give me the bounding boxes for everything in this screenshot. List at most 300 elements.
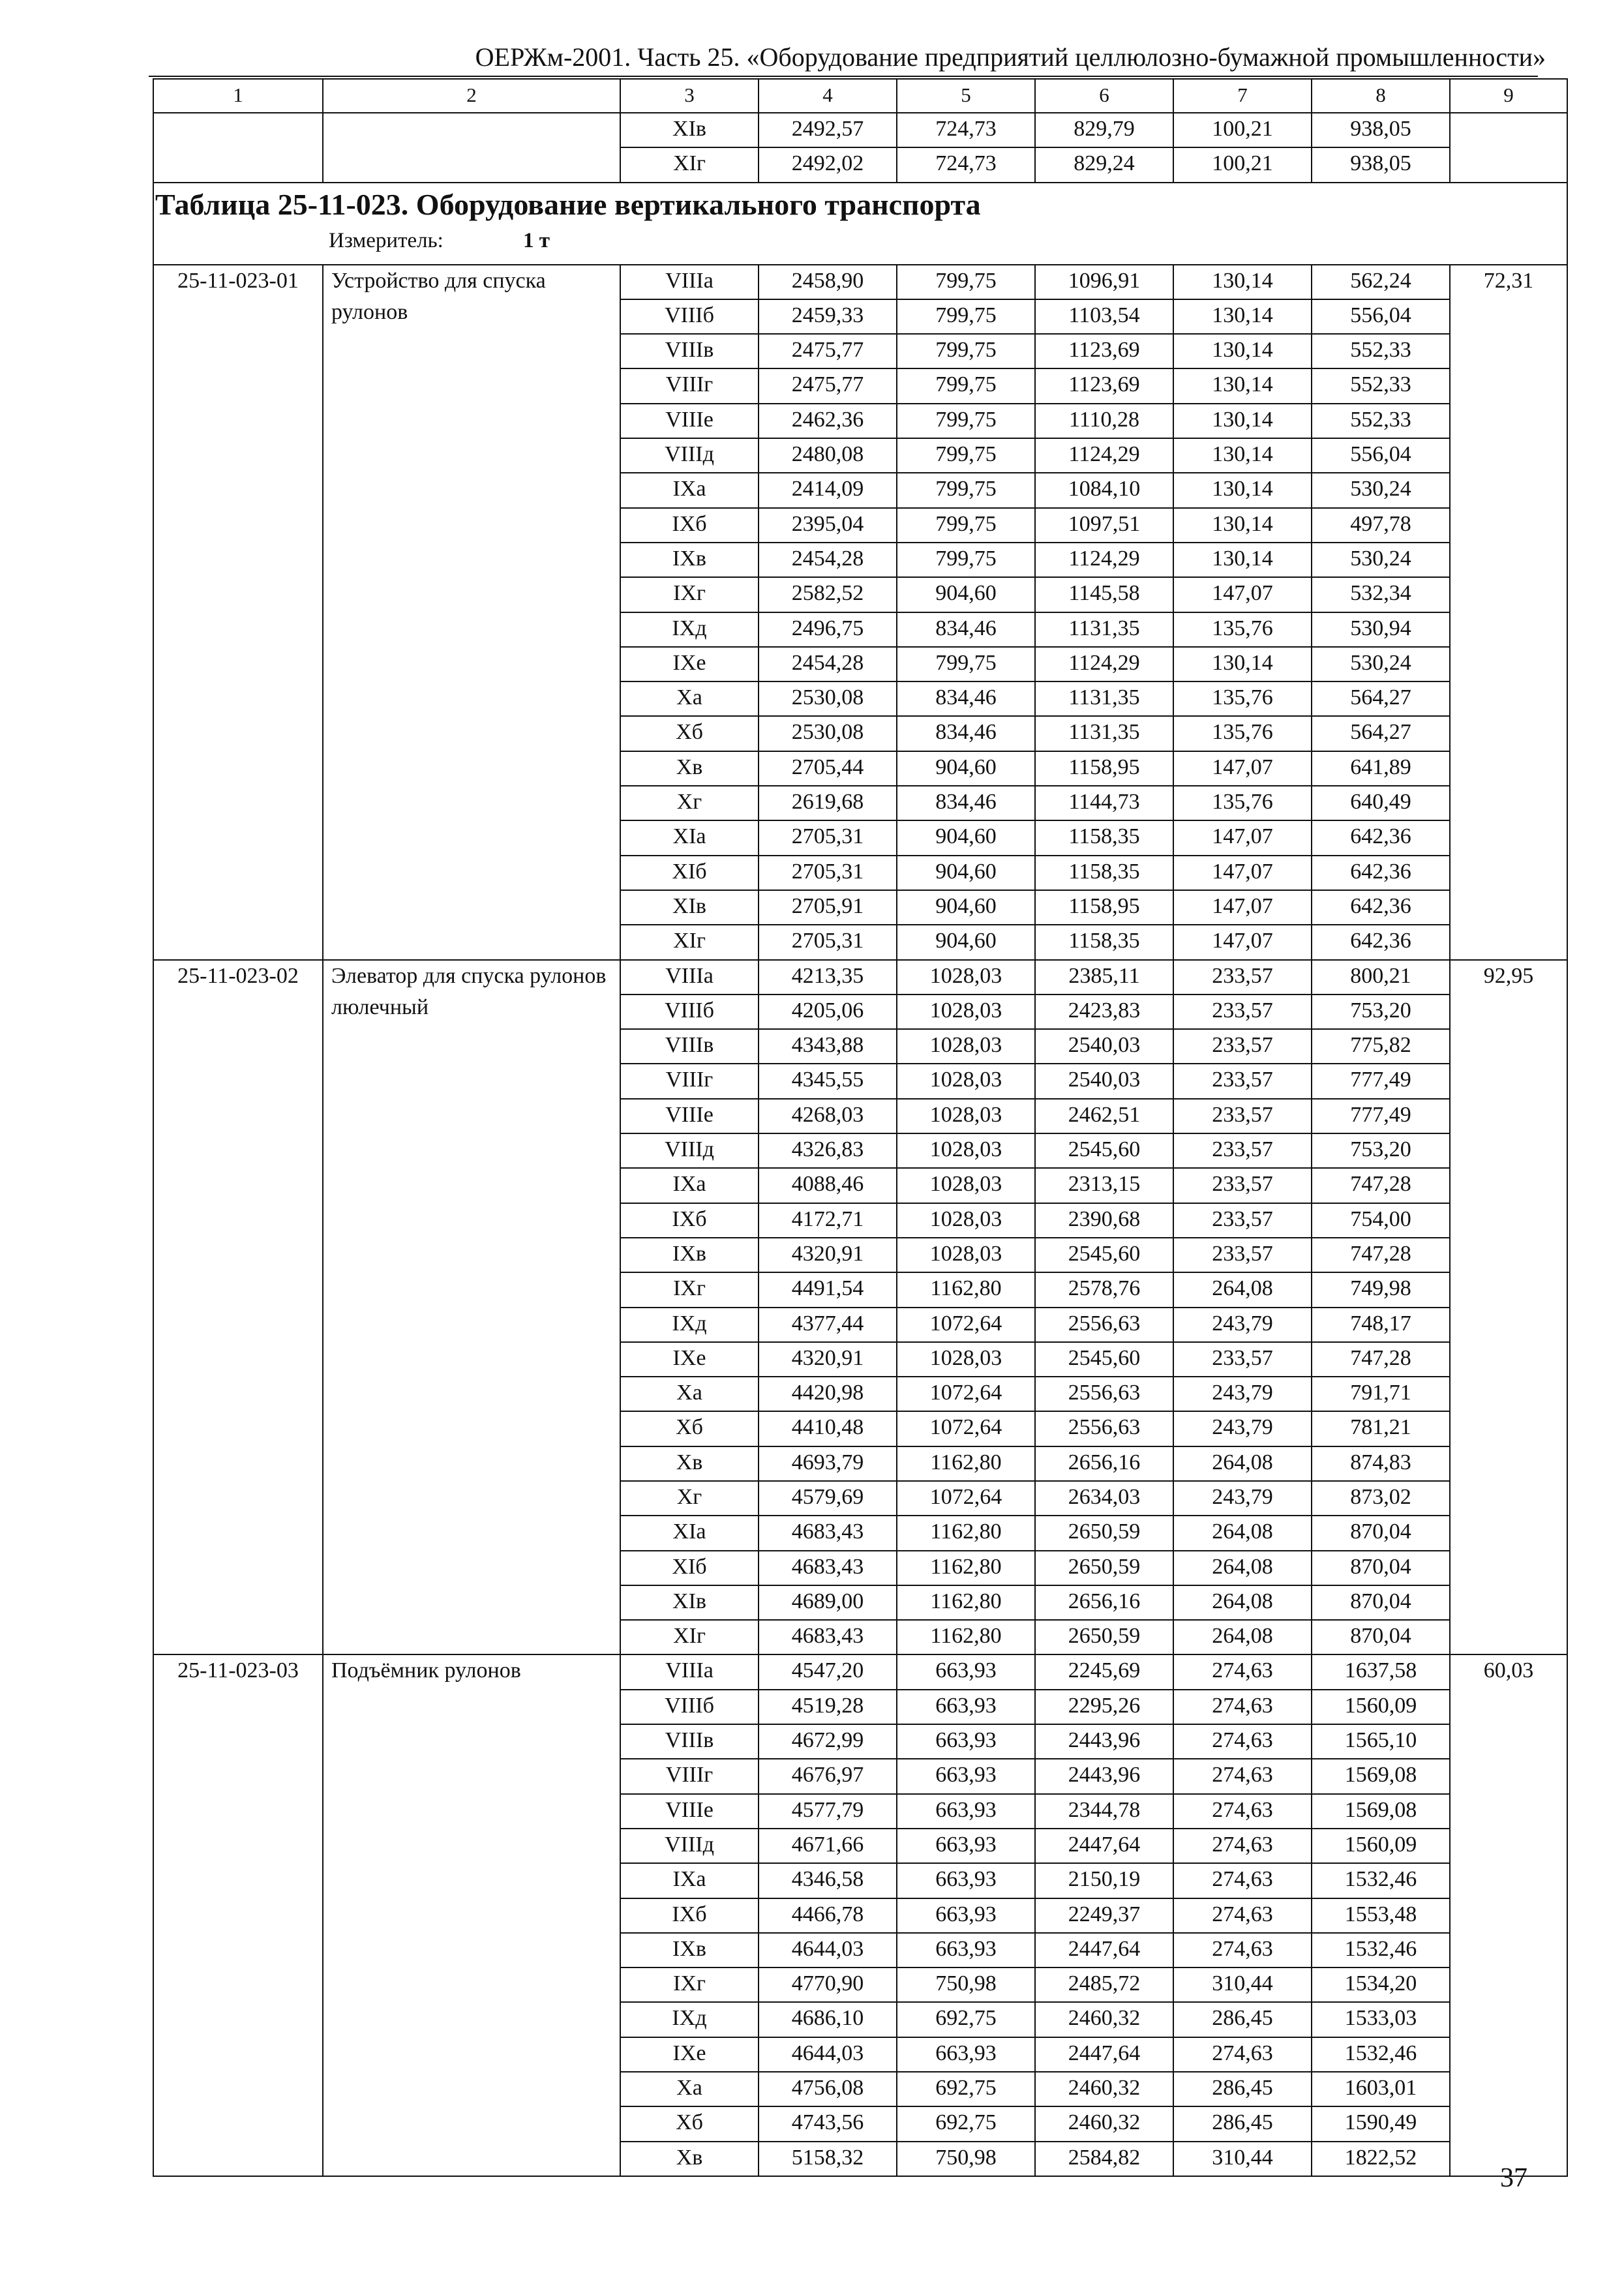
machinist-wages: 130,14 <box>1173 473 1312 507</box>
total-cost: 4320,91 <box>759 1238 897 1272</box>
wages: 1028,03 <box>897 1168 1035 1203</box>
materials-cost: 1569,08 <box>1312 1794 1450 1829</box>
region-zone: VIIIв <box>620 1724 759 1759</box>
region-zone: VIIIд <box>620 1133 759 1168</box>
wages: 663,93 <box>897 1759 1035 1793</box>
materials-cost: 1569,08 <box>1312 1759 1450 1793</box>
region-zone: VIIIа <box>620 265 759 299</box>
region-zone: XIг <box>620 147 759 182</box>
column-number: 7 <box>1173 79 1312 113</box>
column-number: 1 <box>153 79 323 113</box>
materials-cost: 938,05 <box>1312 113 1450 147</box>
wages: 904,60 <box>897 856 1035 890</box>
region-zone: Xа <box>620 681 759 716</box>
materials-cost: 532,34 <box>1312 577 1450 612</box>
machine-cost: 2650,59 <box>1035 1551 1173 1585</box>
materials-cost: 552,33 <box>1312 368 1450 403</box>
region-zone: Xа <box>620 1377 759 1411</box>
materials-cost: 562,24 <box>1312 265 1450 299</box>
wages: 1162,80 <box>897 1516 1035 1550</box>
machinist-wages: 243,79 <box>1173 1377 1312 1411</box>
total-cost: 4547,20 <box>759 1654 897 1689</box>
region-zone: VIIIг <box>620 1759 759 1793</box>
region-zone: IXв <box>620 1238 759 1272</box>
region-zone: IXг <box>620 1967 759 2002</box>
machine-cost: 2423,83 <box>1035 995 1173 1029</box>
machine-cost: 2650,59 <box>1035 1516 1173 1550</box>
total-cost: 2619,68 <box>759 786 897 820</box>
machinist-wages: 147,07 <box>1173 856 1312 890</box>
wages: 1028,03 <box>897 1238 1035 1272</box>
materials-cost: 1822,52 <box>1312 2142 1450 2176</box>
machinist-wages: 264,08 <box>1173 1446 1312 1481</box>
total-cost: 2492,57 <box>759 113 897 147</box>
column-number: 5 <box>897 79 1035 113</box>
labor-cost: 60,03 <box>1450 1654 1567 2176</box>
wages: 692,75 <box>897 2072 1035 2106</box>
materials-cost: 1590,49 <box>1312 2106 1450 2141</box>
region-zone: XIб <box>620 1551 759 1585</box>
table-title-cell <box>153 183 1567 265</box>
region-zone: XIв <box>620 890 759 925</box>
materials-cost: 749,98 <box>1312 1272 1450 1307</box>
machinist-wages: 243,79 <box>1173 1481 1312 1516</box>
machinist-wages: 274,63 <box>1173 1690 1312 1724</box>
machine-cost: 2556,63 <box>1035 1377 1173 1411</box>
materials-cost: 530,94 <box>1312 612 1450 647</box>
machine-cost: 2634,03 <box>1035 1481 1173 1516</box>
total-cost: 4577,79 <box>759 1794 897 1829</box>
materials-cost: 747,28 <box>1312 1342 1450 1377</box>
materials-cost: 1532,46 <box>1312 1933 1450 1967</box>
machine-cost: 2295,26 <box>1035 1690 1173 1724</box>
machinist-wages: 274,63 <box>1173 1724 1312 1759</box>
column-number: 4 <box>759 79 897 113</box>
materials-cost: 564,27 <box>1312 716 1450 751</box>
total-cost: 4491,54 <box>759 1272 897 1307</box>
total-cost: 2530,08 <box>759 716 897 751</box>
materials-cost: 640,49 <box>1312 786 1450 820</box>
wages: 1162,80 <box>897 1446 1035 1481</box>
total-cost: 2705,44 <box>759 751 897 786</box>
region-zone: IXд <box>620 2002 759 2037</box>
total-cost: 2454,28 <box>759 543 897 577</box>
wages: 750,98 <box>897 2142 1035 2176</box>
total-cost: 2496,75 <box>759 612 897 647</box>
materials-cost: 1565,10 <box>1312 1724 1450 1759</box>
wages: 724,73 <box>897 113 1035 147</box>
wages: 904,60 <box>897 890 1035 925</box>
machinist-wages: 274,63 <box>1173 1654 1312 1689</box>
region-zone: VIIIв <box>620 1029 759 1064</box>
machine-cost: 2656,16 <box>1035 1585 1173 1620</box>
region-zone: Xв <box>620 1446 759 1481</box>
materials-cost: 1532,46 <box>1312 1863 1450 1898</box>
table-row <box>153 265 1567 299</box>
total-cost: 2475,77 <box>759 334 897 368</box>
machinist-wages: 233,57 <box>1173 1342 1312 1377</box>
region-zone: IXа <box>620 1168 759 1203</box>
machinist-wages: 130,14 <box>1173 543 1312 577</box>
wages: 834,46 <box>897 786 1035 820</box>
materials-cost: 777,49 <box>1312 1099 1450 1133</box>
total-cost: 2454,28 <box>759 647 897 681</box>
wages: 799,75 <box>897 438 1035 473</box>
materials-cost: 800,21 <box>1312 960 1450 995</box>
materials-cost: 753,20 <box>1312 1133 1450 1168</box>
total-cost: 4320,91 <box>759 1342 897 1377</box>
machine-cost: 2245,69 <box>1035 1654 1173 1689</box>
machinist-wages: 264,08 <box>1173 1551 1312 1585</box>
machinist-wages: 130,14 <box>1173 404 1312 438</box>
machinist-wages: 233,57 <box>1173 1238 1312 1272</box>
machine-cost: 2656,16 <box>1035 1446 1173 1481</box>
total-cost: 4268,03 <box>759 1099 897 1133</box>
machine-cost: 1131,35 <box>1035 612 1173 647</box>
header-rule <box>149 76 1538 77</box>
region-zone: IXг <box>620 577 759 612</box>
total-cost: 2458,90 <box>759 265 897 299</box>
machinist-wages: 147,07 <box>1173 751 1312 786</box>
wages: 799,75 <box>897 473 1035 507</box>
machine-cost: 1084,10 <box>1035 473 1173 507</box>
column-number: 3 <box>620 79 759 113</box>
price-table <box>153 78 1568 2177</box>
machine-cost: 2460,32 <box>1035 2002 1173 2037</box>
item-code: 25-11-023-02 <box>153 960 323 1655</box>
wages: 724,73 <box>897 147 1035 182</box>
wages: 904,60 <box>897 577 1035 612</box>
table-title-block <box>154 183 1567 264</box>
labor-cost: 92,95 <box>1450 960 1567 1655</box>
machinist-wages: 233,57 <box>1173 995 1312 1029</box>
materials-cost: 1560,09 <box>1312 1690 1450 1724</box>
machine-cost: 2540,03 <box>1035 1029 1173 1064</box>
region-zone: IXа <box>620 1863 759 1898</box>
region-zone: XIв <box>620 1585 759 1620</box>
materials-cost: 1532,46 <box>1312 2037 1450 2072</box>
price-table-body <box>153 79 1567 2176</box>
region-zone: Xг <box>620 786 759 820</box>
wages: 834,46 <box>897 716 1035 751</box>
wages: 663,93 <box>897 1794 1035 1829</box>
materials-cost: 870,04 <box>1312 1585 1450 1620</box>
machinist-wages: 264,08 <box>1173 1516 1312 1550</box>
total-cost: 4770,90 <box>759 1967 897 2002</box>
materials-cost: 641,89 <box>1312 751 1450 786</box>
materials-cost: 556,04 <box>1312 299 1450 334</box>
wages: 1162,80 <box>897 1551 1035 1585</box>
materials-cost: 552,33 <box>1312 334 1450 368</box>
column-number-row <box>153 79 1567 113</box>
machine-cost: 2545,60 <box>1035 1342 1173 1377</box>
wages: 904,60 <box>897 925 1035 959</box>
machine-cost: 2447,64 <box>1035 1933 1173 1967</box>
machine-cost: 2344,78 <box>1035 1794 1173 1829</box>
machine-cost: 1158,95 <box>1035 890 1173 925</box>
wages: 1028,03 <box>897 1203 1035 1238</box>
materials-cost: 564,27 <box>1312 681 1450 716</box>
total-cost: 4420,98 <box>759 1377 897 1411</box>
machinist-wages: 274,63 <box>1173 2037 1312 2072</box>
table-row <box>153 960 1567 995</box>
machinist-wages: 264,08 <box>1173 1620 1312 1654</box>
total-cost: 4377,44 <box>759 1308 897 1342</box>
machinist-wages: 147,07 <box>1173 577 1312 612</box>
machinist-wages: 147,07 <box>1173 820 1312 855</box>
region-zone: IXд <box>620 612 759 647</box>
materials-cost: 874,83 <box>1312 1446 1450 1481</box>
machinist-wages: 233,57 <box>1173 1099 1312 1133</box>
machine-cost: 2150,19 <box>1035 1863 1173 1898</box>
machine-cost: 2385,11 <box>1035 960 1173 995</box>
machine-cost: 2545,60 <box>1035 1238 1173 1272</box>
wages: 1072,64 <box>897 1308 1035 1342</box>
region-zone: VIIIб <box>620 299 759 334</box>
wages: 663,93 <box>897 1829 1035 1863</box>
machinist-wages: 274,63 <box>1173 1898 1312 1933</box>
region-zone: VIIIа <box>620 960 759 995</box>
total-cost: 4172,71 <box>759 1203 897 1238</box>
machinist-wages: 274,63 <box>1173 1933 1312 1967</box>
region-zone: VIIIг <box>620 368 759 403</box>
machine-cost: 1158,35 <box>1035 856 1173 890</box>
machinist-wages: 130,14 <box>1173 265 1312 299</box>
machine-cost: 1103,54 <box>1035 299 1173 334</box>
wages: 834,46 <box>897 681 1035 716</box>
materials-cost: 791,71 <box>1312 1377 1450 1411</box>
machine-cost: 1124,29 <box>1035 438 1173 473</box>
wages: 1072,64 <box>897 1481 1035 1516</box>
machinist-wages: 264,08 <box>1173 1272 1312 1307</box>
machinist-wages: 233,57 <box>1173 960 1312 995</box>
total-cost: 4683,43 <box>759 1516 897 1550</box>
wages: 1162,80 <box>897 1620 1035 1654</box>
wages: 799,75 <box>897 508 1035 543</box>
machinist-wages: 130,14 <box>1173 368 1312 403</box>
unit-label: Измеритель: <box>329 228 444 252</box>
region-zone: XIа <box>620 820 759 855</box>
machine-cost: 1096,91 <box>1035 265 1173 299</box>
wages: 692,75 <box>897 2106 1035 2141</box>
total-cost: 4410,48 <box>759 1411 897 1446</box>
wages: 1028,03 <box>897 1342 1035 1377</box>
labor-cost: 72,31 <box>1450 265 1567 960</box>
materials-cost: 1560,09 <box>1312 1829 1450 1863</box>
region-zone: VIIIд <box>620 1829 759 1863</box>
machine-cost: 1131,35 <box>1035 681 1173 716</box>
machinist-wages: 233,57 <box>1173 1203 1312 1238</box>
machine-cost: 1123,69 <box>1035 368 1173 403</box>
region-zone: VIIIе <box>620 404 759 438</box>
total-cost: 4346,58 <box>759 1863 897 1898</box>
materials-cost: 747,28 <box>1312 1238 1450 1272</box>
total-cost: 2395,04 <box>759 508 897 543</box>
total-cost: 4756,08 <box>759 2072 897 2106</box>
total-cost: 4519,28 <box>759 1690 897 1724</box>
total-cost: 4343,88 <box>759 1029 897 1064</box>
machinist-wages: 274,63 <box>1173 1794 1312 1829</box>
materials-cost: 870,04 <box>1312 1551 1450 1585</box>
total-cost: 4644,03 <box>759 1933 897 1967</box>
wages: 663,93 <box>897 2037 1035 2072</box>
machinist-wages: 274,63 <box>1173 1829 1312 1863</box>
item-code: 25-11-023-03 <box>153 1654 323 2176</box>
wages: 799,75 <box>897 334 1035 368</box>
region-zone: IXд <box>620 1308 759 1342</box>
machinist-wages: 135,76 <box>1173 612 1312 647</box>
machinist-wages: 310,44 <box>1173 1967 1312 2002</box>
machine-cost: 1158,35 <box>1035 925 1173 959</box>
total-cost: 2492,02 <box>759 147 897 182</box>
table-title-row <box>153 183 1567 265</box>
total-cost: 2459,33 <box>759 299 897 334</box>
materials-cost: 642,36 <box>1312 890 1450 925</box>
total-cost: 5158,32 <box>759 2142 897 2176</box>
item-name: Устройство для спуска рулонов <box>323 265 620 960</box>
wages: 1028,03 <box>897 1029 1035 1064</box>
region-zone: IXе <box>620 647 759 681</box>
machine-cost: 1124,29 <box>1035 543 1173 577</box>
wages: 1028,03 <box>897 995 1035 1029</box>
machine-cost: 2460,32 <box>1035 2106 1173 2141</box>
wages: 663,93 <box>897 1724 1035 1759</box>
machine-cost: 829,79 <box>1035 113 1173 147</box>
total-cost: 2582,52 <box>759 577 897 612</box>
materials-cost: 1553,48 <box>1312 1898 1450 1933</box>
region-zone: Xб <box>620 716 759 751</box>
total-cost: 4693,79 <box>759 1446 897 1481</box>
region-zone: VIIIб <box>620 995 759 1029</box>
machine-cost: 2545,60 <box>1035 1133 1173 1168</box>
region-zone: XIг <box>620 1620 759 1654</box>
machinist-wages: 233,57 <box>1173 1064 1312 1098</box>
region-zone: VIIIв <box>620 334 759 368</box>
wages: 799,75 <box>897 404 1035 438</box>
region-zone: IXе <box>620 2037 759 2072</box>
materials-cost: 870,04 <box>1312 1516 1450 1550</box>
total-cost: 2475,77 <box>759 368 897 403</box>
wages: 663,93 <box>897 1898 1035 1933</box>
machine-cost: 2556,63 <box>1035 1308 1173 1342</box>
column-number: 6 <box>1035 79 1173 113</box>
total-cost: 4683,43 <box>759 1620 897 1654</box>
materials-cost: 642,36 <box>1312 820 1450 855</box>
wages: 663,93 <box>897 1654 1035 1689</box>
machine-cost: 1145,58 <box>1035 577 1173 612</box>
wages: 1028,03 <box>897 1133 1035 1168</box>
machine-cost: 2460,32 <box>1035 2072 1173 2106</box>
region-zone: XIг <box>620 925 759 959</box>
total-cost: 2530,08 <box>759 681 897 716</box>
materials-cost: 873,02 <box>1312 1481 1450 1516</box>
machinist-wages: 243,79 <box>1173 1308 1312 1342</box>
materials-cost: 642,36 <box>1312 925 1450 959</box>
machinist-wages: 147,07 <box>1173 890 1312 925</box>
machine-cost: 1110,28 <box>1035 404 1173 438</box>
region-zone: XIб <box>620 856 759 890</box>
wages: 1028,03 <box>897 1099 1035 1133</box>
materials-cost: 938,05 <box>1312 147 1450 182</box>
total-cost: 4326,83 <box>759 1133 897 1168</box>
machine-cost: 2462,51 <box>1035 1099 1173 1133</box>
machinist-wages: 135,76 <box>1173 716 1312 751</box>
total-cost: 4205,06 <box>759 995 897 1029</box>
machine-cost: 1124,29 <box>1035 647 1173 681</box>
wages: 1072,64 <box>897 1377 1035 1411</box>
page-number: 37 <box>1500 2163 1527 2193</box>
machine-cost: 2556,63 <box>1035 1411 1173 1446</box>
region-zone: IXб <box>620 508 759 543</box>
machine-cost: 829,24 <box>1035 147 1173 182</box>
machinist-wages: 130,14 <box>1173 647 1312 681</box>
name-cell <box>323 113 620 183</box>
column-number: 9 <box>1450 79 1567 113</box>
machinist-wages: 135,76 <box>1173 786 1312 820</box>
total-cost: 4689,00 <box>759 1585 897 1620</box>
region-zone: Xб <box>620 2106 759 2141</box>
machine-cost: 2390,68 <box>1035 1203 1173 1238</box>
machinist-wages: 286,45 <box>1173 2072 1312 2106</box>
machinist-wages: 100,21 <box>1173 147 1312 182</box>
machinist-wages: 286,45 <box>1173 2002 1312 2037</box>
machine-cost: 1158,95 <box>1035 751 1173 786</box>
machinist-wages: 264,08 <box>1173 1585 1312 1620</box>
machine-cost: 2578,76 <box>1035 1272 1173 1307</box>
total-cost: 4345,55 <box>759 1064 897 1098</box>
unit-value: 1 т <box>523 228 550 252</box>
total-cost: 2414,09 <box>759 473 897 507</box>
machine-cost: 1158,35 <box>1035 820 1173 855</box>
machine-cost: 2447,64 <box>1035 2037 1173 2072</box>
region-zone: IXг <box>620 1272 759 1307</box>
region-zone: IXе <box>620 1342 759 1377</box>
wages: 692,75 <box>897 2002 1035 2037</box>
wages: 799,75 <box>897 265 1035 299</box>
wages: 834,46 <box>897 612 1035 647</box>
machinist-wages: 130,14 <box>1173 508 1312 543</box>
total-cost: 2705,91 <box>759 890 897 925</box>
total-cost: 2705,31 <box>759 820 897 855</box>
total-cost: 2705,31 <box>759 856 897 890</box>
machinist-wages: 100,21 <box>1173 113 1312 147</box>
machinist-wages: 130,14 <box>1173 334 1312 368</box>
region-zone: IXа <box>620 473 759 507</box>
region-zone: IXв <box>620 1933 759 1967</box>
wages: 904,60 <box>897 820 1035 855</box>
region-zone: VIIIе <box>620 1794 759 1829</box>
materials-cost: 775,82 <box>1312 1029 1450 1064</box>
materials-cost: 1603,01 <box>1312 2072 1450 2106</box>
machinist-wages: 243,79 <box>1173 1411 1312 1446</box>
machine-cost: 2313,15 <box>1035 1168 1173 1203</box>
item-name: Подъёмник рулонов <box>323 1654 620 2176</box>
region-zone: Xб <box>620 1411 759 1446</box>
total-cost: 4683,43 <box>759 1551 897 1585</box>
item-name: Элеватор для спуска рулонов люлечный <box>323 960 620 1655</box>
machinist-wages: 233,57 <box>1173 1133 1312 1168</box>
region-zone: XIа <box>620 1516 759 1550</box>
region-zone: VIIIг <box>620 1064 759 1098</box>
materials-cost: 497,78 <box>1312 508 1450 543</box>
wages: 663,93 <box>897 1690 1035 1724</box>
total-cost: 4644,03 <box>759 2037 897 2072</box>
machine-cost: 2540,03 <box>1035 1064 1173 1098</box>
machine-cost: 1144,73 <box>1035 786 1173 820</box>
machinist-wages: 233,57 <box>1173 1168 1312 1203</box>
machinist-wages: 274,63 <box>1173 1863 1312 1898</box>
code-cell <box>153 113 323 183</box>
